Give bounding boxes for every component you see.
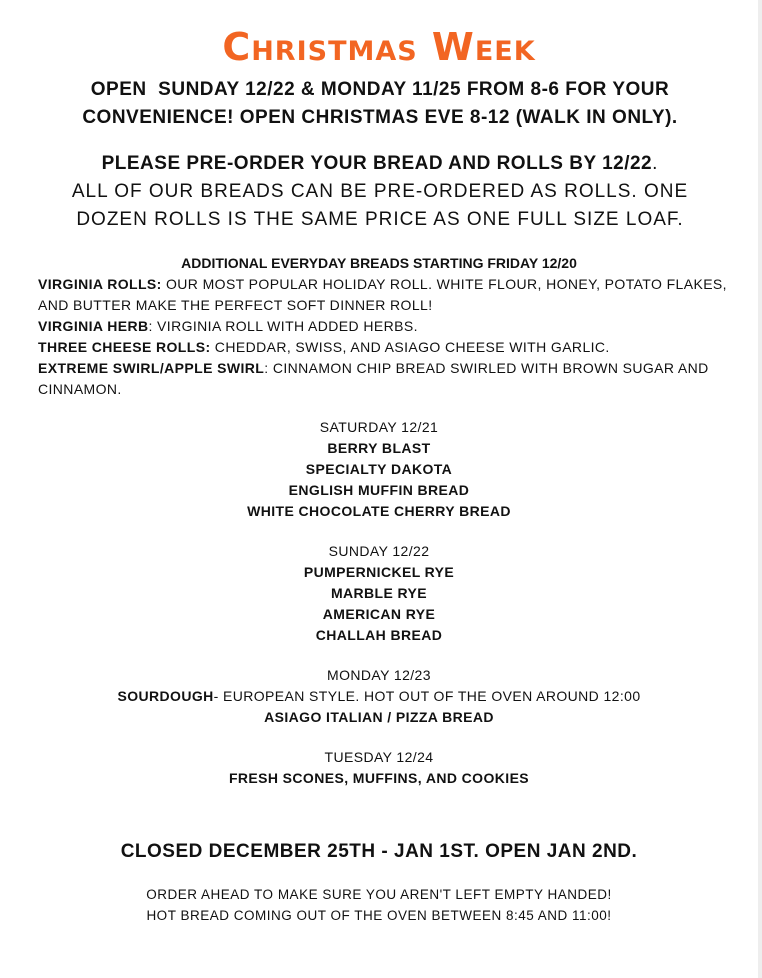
list-item <box>38 274 728 316</box>
list-item <box>0 686 758 707</box>
bread-description: CHEDDAR, SWISS, AND ASIAGO CHEESE WITH GARLIC. <box>210 339 610 355</box>
everyday-breads-heading: ADDITIONAL EVERYDAY BREADS STARTING FRIDAY 12/20 <box>181 255 577 271</box>
list-item: ENGLISH MUFFIN BREAD <box>288 482 470 498</box>
bread-description: OUR MOST POPULAR HOLIDAY ROLL. WHITE FLOUR, HONEY, POTATO FLAKES, AND BUTTER MAKE THE PERFECT SOFT DINNER ROLL! <box>38 276 727 313</box>
list-item <box>38 358 728 400</box>
preorder-line-3: DOZEN ROLLS IS THE SAME PRICE AS ONE FULL SIZE LOAF. <box>76 209 684 230</box>
day-label: MONDAY 12/23 <box>327 667 431 683</box>
bread-description: - EUROPEAN STYLE. HOT OUT OF THE OVEN AROUND 12:00 <box>213 688 641 704</box>
bread-name: SOURDOUGH <box>117 688 214 704</box>
bread-name: VIRGINIA ROLLS: <box>38 276 162 292</box>
list-item <box>38 316 728 337</box>
list-item: CHALLAH BREAD <box>315 627 443 643</box>
preorder-line-2: ALL OF OUR BREADS CAN BE PRE-ORDERED AS ROLLS. ONE <box>71 181 689 202</box>
hours-line-2: CONVENIENCE! OPEN CHRISTMAS EVE 8-12 (WALK IN ONLY). <box>82 107 678 128</box>
day-label: SATURDAY 12/21 <box>319 419 439 435</box>
page-title: Christmas Week <box>222 25 536 69</box>
everyday-breads-list <box>38 274 728 400</box>
preorder-deadline: PLEASE PRE-ORDER YOUR BREAD AND ROLLS BY 12/22 <box>101 153 653 174</box>
footer-note <box>0 884 758 926</box>
day-label: SUNDAY 12/22 <box>328 543 430 559</box>
closed-notice: CLOSED DECEMBER 25TH - JAN 1ST. OPEN JAN 2ND. <box>120 841 638 862</box>
list-item: SPECIALTY DAKOTA <box>305 461 453 477</box>
sunday-section <box>0 541 758 646</box>
hours-line-1: OPEN SUNDAY 12/22 & MONDAY 11/25 FROM 8-6 FOR YOUR <box>90 79 670 100</box>
list-item: WHITE CHOCOLATE CHERRY BREAD <box>247 503 511 519</box>
list-item: PUMPERNICKEL RYE <box>303 564 455 580</box>
footer-line-1: ORDER AHEAD TO MAKE SURE YOU AREN'T LEFT EMPTY HANDED! <box>146 887 612 902</box>
bread-description: : CINNAMON CHIP BREAD SWIRLED WITH BROWN SUGAR AND CINNAMON. <box>38 360 709 397</box>
page-edge <box>758 0 762 978</box>
list-item: AMERICAN RYE <box>322 606 436 622</box>
bread-name: THREE CHEESE ROLLS: <box>38 339 211 355</box>
holiday-hours <box>30 76 730 132</box>
bread-name: EXTREME SWIRL/APPLE SWIRL <box>38 360 265 376</box>
preorder-line-1 <box>30 150 730 178</box>
list-item: BERRY BLAST <box>327 440 431 456</box>
bread-description: : VIRGINIA ROLL WITH ADDED HERBS. <box>148 318 418 334</box>
list-item: ASIAGO ITALIAN / PIZZA BREAD <box>264 709 494 725</box>
bread-name: VIRGINIA HERB <box>38 318 149 334</box>
footer-line-2: HOT BREAD COMING OUT OF THE OVEN BETWEEN 8:45 AND 11:00! <box>146 908 612 923</box>
day-label: TUESDAY 12/24 <box>324 749 434 765</box>
preorder-notice <box>30 150 730 234</box>
list-item: MARBLE RYE <box>330 585 428 601</box>
list-item <box>38 337 728 358</box>
preorder-period: . <box>652 153 659 174</box>
list-item: FRESH SCONES, MUFFINS, AND COOKIES <box>228 770 530 786</box>
saturday-section <box>0 417 758 522</box>
tuesday-section <box>0 747 758 789</box>
monday-section <box>0 665 758 728</box>
